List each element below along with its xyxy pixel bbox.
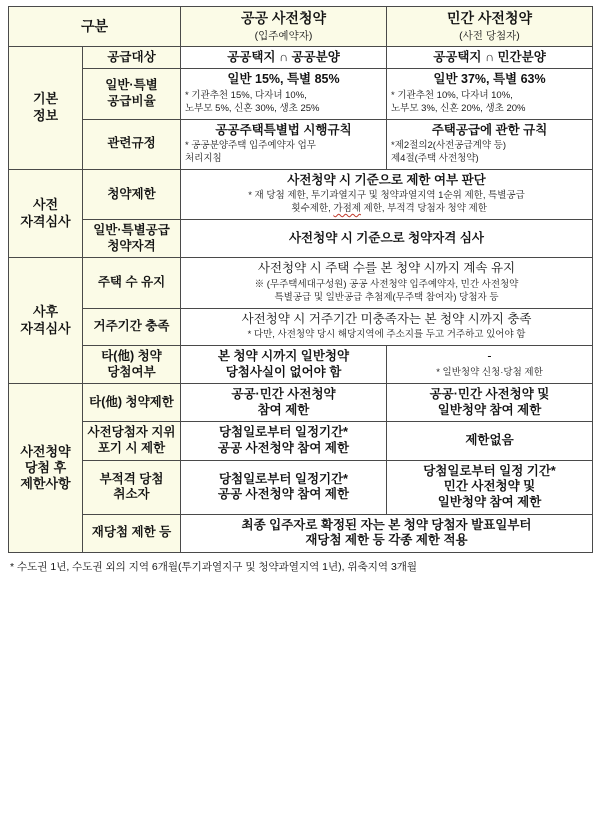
- note-line2: 횟수제한, 가점제 제한, 부적격 당첨자 청약 제한: [286, 203, 487, 215]
- cell-main-line2: 일반청약 참여 제한: [437, 402, 542, 417]
- row-label-line2: 공급비율: [107, 93, 156, 108]
- row-label-line1: 타(他) 청약: [101, 348, 162, 363]
- note-line2: 제4절(주택 사전청약): [391, 152, 479, 164]
- cell-private-other-restriction: [387, 384, 593, 422]
- table-row: [9, 119, 593, 169]
- table-row: [9, 384, 593, 422]
- row-label-residence-period: [83, 308, 181, 345]
- note-line1: * 기관추천 10%, 다자녀 10%,: [391, 89, 513, 101]
- row-label-line1: 부적격 당첨: [99, 471, 164, 486]
- cell-private-related-regulation: [387, 119, 593, 169]
- cell-note: [185, 140, 382, 166]
- row-label-housing-count: [83, 258, 181, 308]
- cell-merged-general-special-qualification: [181, 220, 593, 258]
- row-label-line1: 일반·특별공급: [93, 223, 170, 237]
- cell-note: [185, 279, 588, 305]
- group-label-pre-qualification: [9, 169, 83, 258]
- cell-private-waiver-restriction: [387, 422, 593, 460]
- header-private: [387, 7, 593, 47]
- row-label-text: 재당첨 제한 등: [91, 525, 172, 540]
- row-label-ineligible-cancel: [83, 460, 181, 514]
- group-label-post-win-restrictions: [9, 384, 83, 553]
- cell-main-line2: 재당첨 제한 등 각종 제한 적용: [305, 533, 468, 548]
- cell-main-text: 공공택지 ∩ 민간분양: [433, 49, 546, 64]
- cell-main-text: 공공주택특별법 시행규칙: [215, 122, 352, 137]
- cell-main-line1: 제한없음: [465, 433, 514, 448]
- cell-note: * 다만, 사전청약 당시 해당지역에 주소지를 두고 거주하고 있어야 함: [247, 329, 526, 341]
- header-public: [181, 7, 387, 47]
- table-row: [9, 220, 593, 258]
- cell-main-line1: 당첨일로부터 일정기간*: [218, 471, 349, 486]
- cell-main-text: 사전청약 시 주택 수를 본 청약 시까지 계속 유지: [257, 261, 516, 276]
- cell-main-line3: 일반청약 참여 제한: [437, 494, 542, 509]
- cell-main-line2: 당첨사실이 없어야 함: [225, 364, 342, 379]
- table-row: [9, 460, 593, 514]
- cell-merged-housing-count: [181, 258, 593, 308]
- cell-public-supply-ratio: [181, 69, 387, 119]
- row-label-text: 관련규정: [107, 136, 156, 151]
- note-line2: 특별공급 및 일반공급 추첨제(무주택 참여자) 당첨자 등: [274, 291, 499, 303]
- cell-main-text: 일반 15%, 특별 85%: [227, 72, 340, 87]
- group-label-line1: 사전: [32, 197, 59, 213]
- row-label-supply-ratio: [83, 69, 181, 119]
- cell-main-line1: 최종 입주자로 확정된 자는 본 청약 당첨자 발표일부터: [241, 517, 532, 532]
- row-label-text: 타(他) 청약제한: [89, 395, 174, 409]
- cell-merged-subscription-restriction: [181, 169, 593, 219]
- cell-note: [391, 90, 588, 116]
- header-private-sub: (사전 당첨자): [459, 29, 520, 42]
- group-label-line2: 자격심사: [20, 213, 71, 229]
- cell-main-text: 사전청약 시 기준으로 청약자격 심사: [288, 230, 485, 245]
- table-header-row: [9, 7, 593, 47]
- cell-note: [391, 140, 588, 166]
- comparison-table: [8, 6, 593, 553]
- table-row: [9, 46, 593, 69]
- group-label-line2: 자격심사: [20, 320, 71, 336]
- cell-private-other-subscription-win: [387, 345, 593, 383]
- cell-main-line1: 당첨일로부터 일정 기간*: [423, 463, 556, 478]
- row-label-line1: 사전당첨자 지위: [87, 425, 176, 440]
- note-line1: * 재 당첨 제한, 투기과열지구 및 청약과열지역 1순위 제한, 특별공급: [248, 190, 525, 202]
- table-row: [9, 422, 593, 460]
- row-label-text: 주택 수 유지: [97, 275, 166, 290]
- cell-dash: -: [487, 349, 492, 364]
- header-category-label: 구분: [80, 17, 109, 34]
- table-row: [9, 69, 593, 119]
- header-private-label: 민간 사전청약: [446, 10, 533, 26]
- group-label-line1: 기본: [32, 91, 59, 107]
- cell-main-line1: 당첨일로부터 일정기간*: [218, 425, 349, 440]
- row-label-waiver-restriction: [83, 422, 181, 460]
- table-row: [9, 169, 593, 219]
- cell-main-text: 사전청약 시 기준으로 제한 여부 판단: [287, 172, 486, 187]
- note-line1: * 기관추천 15%, 다자녀 10%,: [185, 89, 307, 101]
- group-label-basic-info: [9, 46, 83, 169]
- note-line1: *제2절의2(사전공급계약 등): [391, 140, 507, 152]
- row-label-line2: 당첨여부: [107, 364, 156, 379]
- row-label-line2: 청약자격: [107, 238, 156, 253]
- table-footnote: * 수도권 1년, 수도권 외의 지역 6개월(투기과열지구 및 청약과열지역 1년), 위축지역 3개월: [10, 560, 418, 573]
- row-label-line2: 포기 시 제한: [97, 441, 166, 456]
- cell-main-line2: 공공 사전청약 참여 제한: [217, 441, 350, 456]
- cell-public-related-regulation: [181, 119, 387, 169]
- cell-main-line1: 공공·민간 사전청약: [231, 387, 336, 402]
- row-label-related-regulation: [83, 119, 181, 169]
- row-label-rewin-restriction: [83, 514, 181, 552]
- row-label-text: 공급대상: [107, 49, 156, 64]
- cell-merged-rewin-restriction: [181, 514, 593, 552]
- row-label-other-subscription-restriction: [83, 384, 181, 422]
- cell-main-line1: 공공·민간 사전청약 및: [429, 387, 550, 402]
- cell-main-text: 주택공급에 관한 규칙: [431, 122, 548, 137]
- cell-main-text: 사전청약 시 거주기간 미충족자는 본 청약 시까지 충족: [241, 311, 532, 326]
- note-line2: 노부모 5%, 신혼 30%, 생초 25%: [185, 102, 320, 114]
- table-row: [9, 514, 593, 552]
- cell-note: [185, 90, 382, 116]
- table-row: [9, 308, 593, 345]
- note-line2: 처리지침: [185, 152, 222, 164]
- row-label-subscription-restriction: [83, 169, 181, 219]
- table-row: [9, 258, 593, 308]
- group-label-line3: 제한사항: [20, 476, 71, 492]
- row-label-line2: 취소자: [113, 487, 150, 502]
- cell-public-supply-target: [181, 46, 387, 69]
- cell-note: [185, 190, 588, 216]
- row-label-text: 청약제한: [107, 186, 156, 201]
- header-category: [9, 7, 181, 47]
- cell-private-ineligible-cancel: [387, 460, 593, 514]
- cell-main-line2: 민간 사전청약 및: [443, 479, 536, 494]
- cell-main-text: 일반 37%, 특별 63%: [433, 72, 546, 87]
- row-label-line1: 일반·특별: [105, 78, 158, 93]
- note-line1: ※ (무주택세대구성원) 공공 사전청약 입주예약자, 민간 사전청약: [254, 278, 519, 290]
- cell-main-line2: 참여 제한: [257, 402, 310, 417]
- note-line1: * 공공분양주택 입주예약자 업무: [185, 140, 316, 152]
- cell-public-waiver-restriction: [181, 422, 387, 460]
- highlighted-term: 가점제: [333, 203, 361, 215]
- cell-merged-residence-period: [181, 308, 593, 345]
- row-label-other-subscription-win: [83, 345, 181, 383]
- cell-private-supply-target: [387, 46, 593, 69]
- cell-note: * 일반청약 신청·당첨 제한: [436, 366, 543, 378]
- table-row: [9, 345, 593, 383]
- group-label-line1: 사후: [32, 304, 59, 320]
- group-label-line2: 당첨 후: [24, 459, 67, 475]
- group-label-line1: 사전청약: [20, 443, 71, 459]
- header-public-sub: (입주예약자): [254, 29, 313, 42]
- group-label-line2: 정보: [32, 107, 59, 123]
- cell-main-line1: 본 청약 시까지 일반청약: [217, 348, 350, 363]
- group-label-post-qualification: [9, 258, 83, 384]
- cell-public-other-subscription-win: [181, 345, 387, 383]
- cell-private-supply-ratio: [387, 69, 593, 119]
- header-public-label: 공공 사전청약: [240, 10, 327, 26]
- cell-main-line2: 공공 사전청약 참여 제한: [217, 487, 350, 502]
- note-line2: 노부모 3%, 신혼 20%, 생초 20%: [391, 102, 526, 114]
- row-label-text: 거주기간 충족: [93, 318, 170, 333]
- cell-public-other-restriction: [181, 384, 387, 422]
- cell-public-ineligible-cancel: [181, 460, 387, 514]
- row-label-general-special-qualification: [83, 220, 181, 258]
- cell-main-text: 공공택지 ∩ 공공분양: [227, 49, 340, 64]
- row-label-supply-target: [83, 46, 181, 69]
